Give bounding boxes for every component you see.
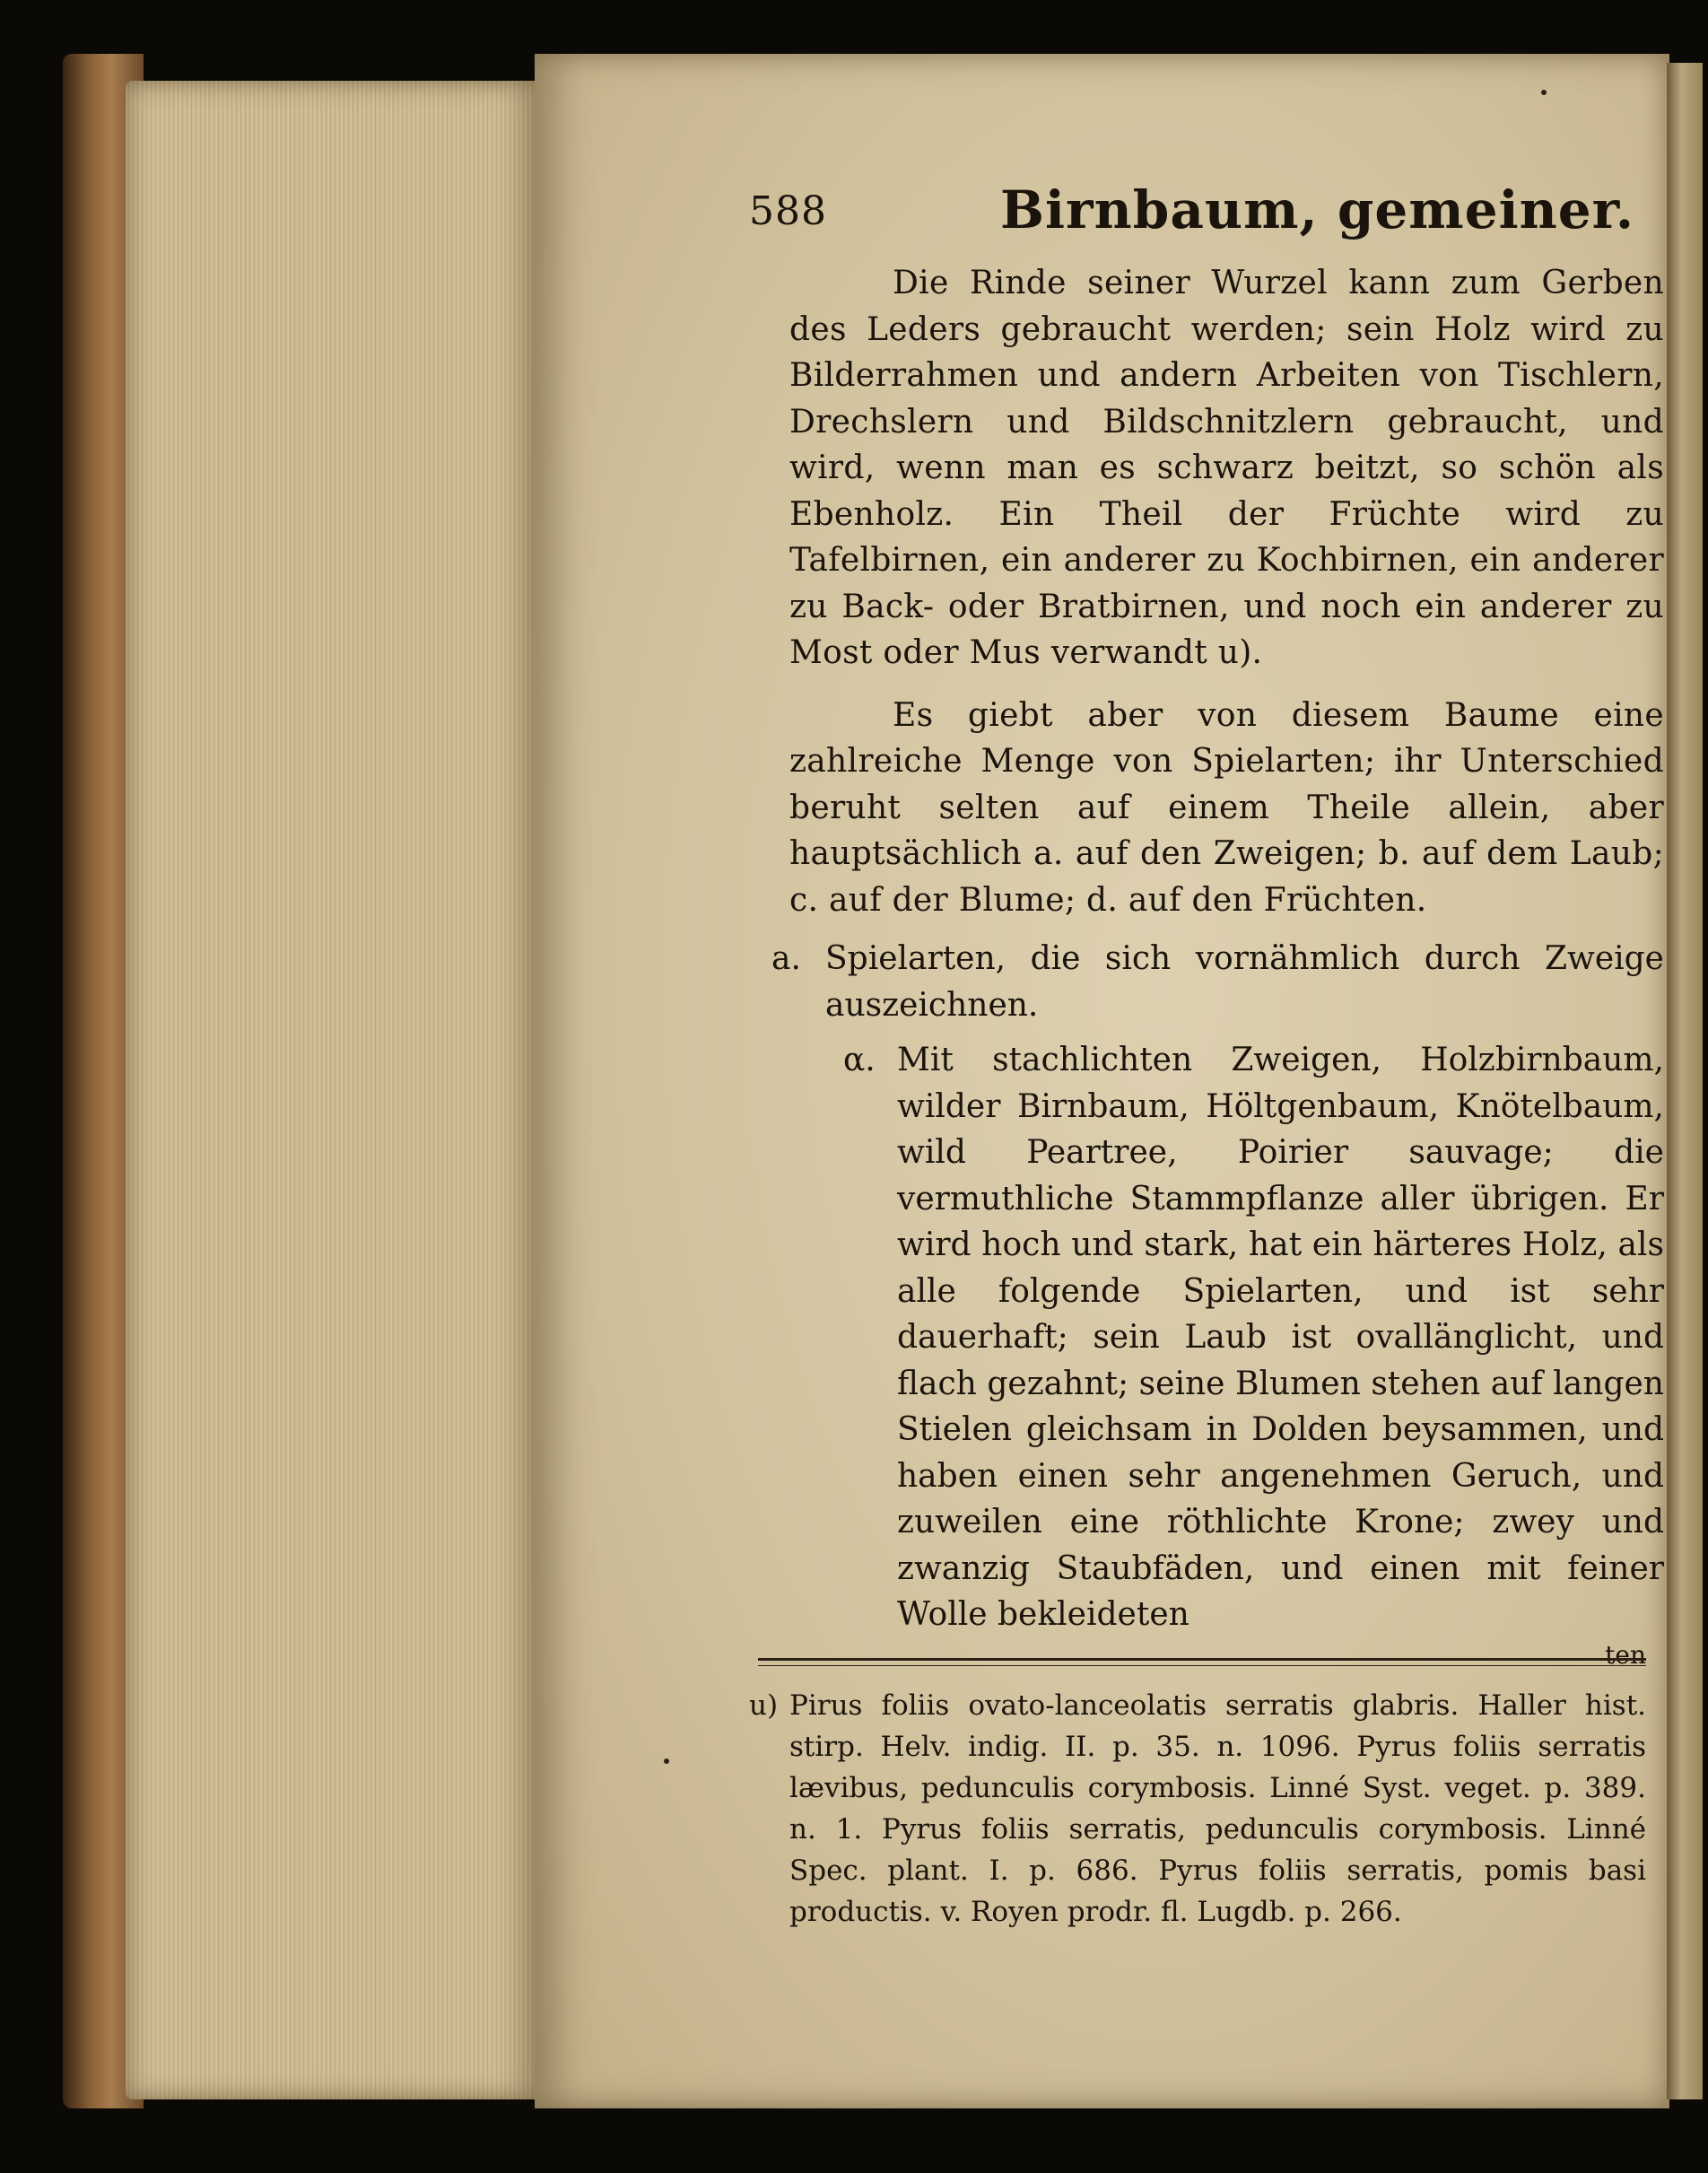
alpha-text: Mit stachlichten Zweigen, Holzbirnbaum, wilder Birnbaum, Höltgenbaum, Knötelbaum, wild Peartree, Poirier sauvage; die vermuthliche Stammpflanze aller übrigen. Er wird hoch und stark, hat ein härteres Holz, als alle folgende Spielarten, und ist sehr dauerhaft; sein Laub ist ovallänglicht, und flach gezahnt; seine Blumen stehen auf langen Stielen gleichsam in Dolden beysammen, und haben einen sehr angenehmen Geruch, und zuweilen eine röthlichte Krone; zwey und zwanzig Staubfäden, und einen mit feiner Wolle bekleideten bbox=[897, 1042, 1664, 1633]
section-a bbox=[771, 936, 1664, 1028]
paper-speck bbox=[1541, 90, 1547, 95]
page-content bbox=[749, 179, 1664, 1670]
next-page-edge bbox=[1667, 63, 1703, 2099]
footnote-marker: u) bbox=[749, 1689, 779, 1722]
section-a-marker: a. bbox=[771, 940, 801, 977]
subsection-alpha bbox=[843, 1037, 1664, 1638]
footnote-rule-thin bbox=[758, 1665, 1646, 1666]
footnote-rule bbox=[758, 1658, 1646, 1661]
footnote-text: Pirus foliis ovato-lanceolatis serratis glabris. Haller hist. stirp. Helv. indig. II. p. 35. n. 1096. Pyrus foliis serratis lævibus, pedunculis corymbosis. Linné Syst. veget. p. 389. n. 1. Pyrus foliis serratis, pedunculis corymbosis. Linné Spec. plant. I. p. 686. Pyrus foliis serratis, pomis basi productis. v. Royen prodr. fl. Lugdb. p. 266. bbox=[789, 1689, 1646, 1928]
running-head: Birnbaum, gemeiner. bbox=[1000, 179, 1635, 240]
footnote bbox=[749, 1685, 1646, 1933]
paragraph-wood-uses: Die Rinde seiner Wurzel kann zum Gerben des Leders gebraucht werden; sein Holz wird zu Bilderrahmen und andern Arbeiten von Tischlern, Drechslern und Bildschnitzlern gebraucht, und wird, wenn man es schwarz beitzt, so schön als Ebenholz. Ein Theil der Früchte wird zu Tafelbirnen, ein anderer zu Kochbirnen, ein anderer zu Back- oder Bratbirnen, und noch ein anderer zu Most oder Mus verwandt u). bbox=[789, 265, 1664, 671]
page-header bbox=[749, 179, 1664, 260]
paragraph-varieties: Es giebt aber von diesem Baume eine zahlreiche Menge von Spielarten; ihr Unterschied beruht selten auf einem Theile allein, aber hauptsächlich a. auf den Zweigen; b. auf dem Laub; c. auf der Blume; d. auf den Früchten. bbox=[789, 696, 1664, 919]
section-a-text: Spielarten, die sich vornähmlich durch Zweige auszeichnen. bbox=[825, 940, 1664, 1024]
page-block-edge bbox=[126, 81, 538, 2099]
alpha-marker: α. bbox=[843, 1042, 876, 1078]
paper-speck bbox=[664, 1758, 669, 1764]
catchword: ten bbox=[1605, 1639, 1646, 1670]
page-number: 588 bbox=[749, 188, 827, 234]
